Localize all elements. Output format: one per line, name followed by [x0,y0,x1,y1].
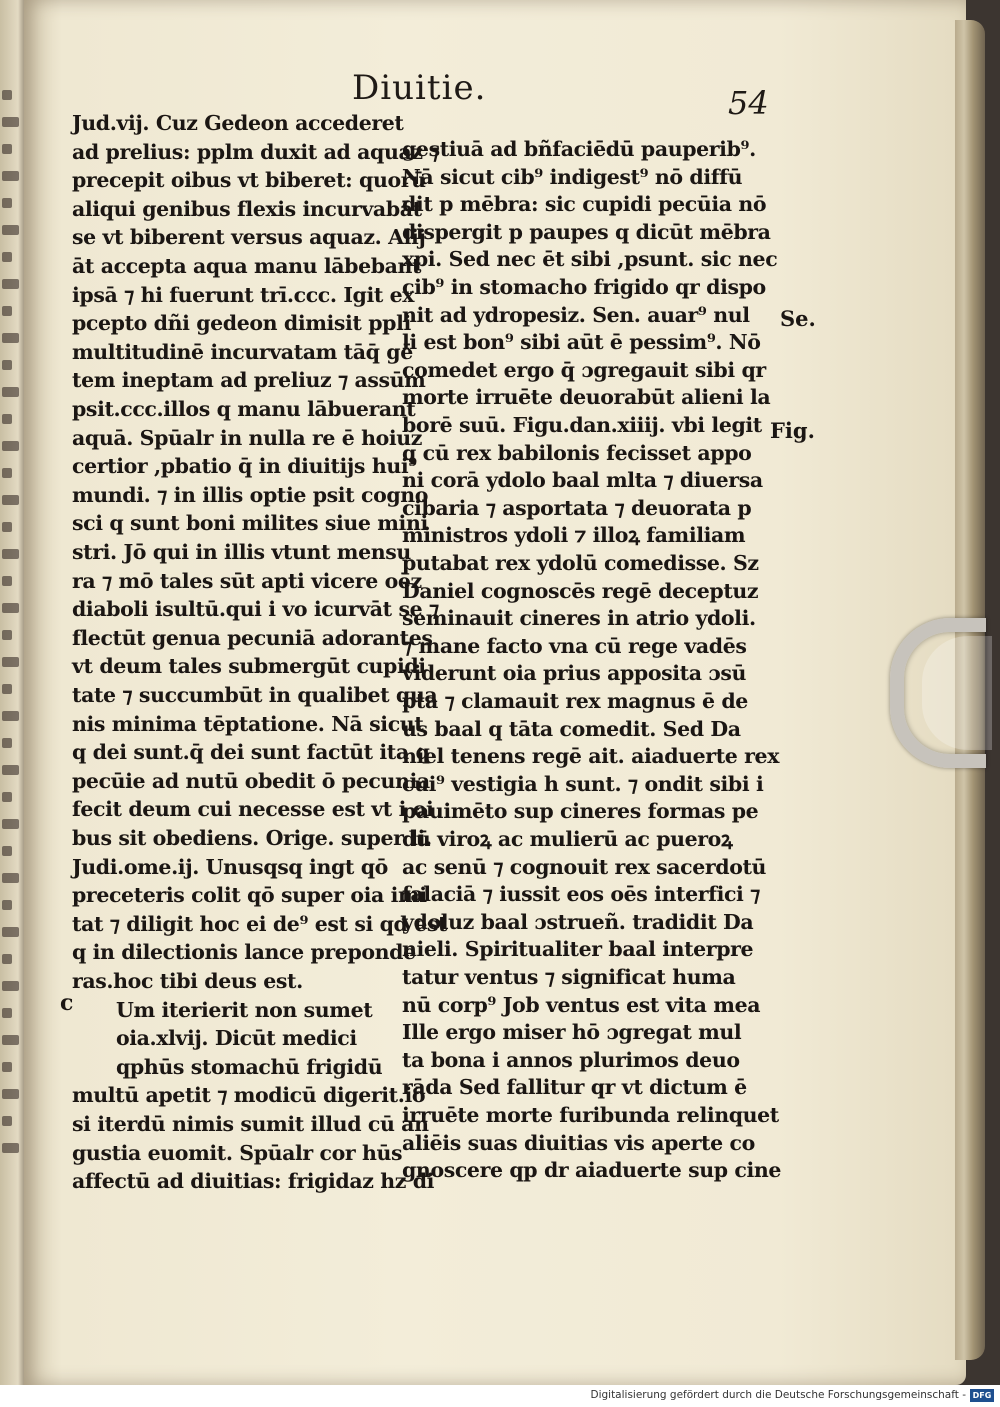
text-line: pcepto dñi gedeon dimisit ppli [72,311,411,336]
facing-page-text-fragment [2,225,19,235]
text-line: nieli. Spiritualiter baal interpre [402,937,754,962]
text-line: preceteris colit qō super oia imi [72,883,427,908]
running-title: Diuitie. [352,68,487,108]
dfg-logo: DFG [970,1389,994,1402]
text-line: bus sit obediens. Orige. super li. [72,826,432,850]
text-line: ministros ydoli ⁊ illoꝝ familiam [402,523,746,548]
text-line: ta bona i annos plurimos deuo [402,1047,740,1072]
facing-page-text-fragment [2,252,12,262]
text-line: q cū rex babilonis fecisset appo [402,440,752,465]
text-line: q in dilectionis lance preponde [72,940,416,965]
text-line: dispergit p paupes q dicūt mēbra [402,219,771,244]
right-column [402,136,782,1196]
text-line: certior ,pbatio q̄ in diuitijs hui⁹ [72,454,417,479]
margin-note-fig: Fig. [770,418,815,443]
facing-page-text-fragment [2,306,12,316]
facing-page-text-fragment [2,684,12,694]
facing-page-text-fragment [2,360,12,370]
page-number: 54 [728,84,769,122]
metal-clip [890,618,986,768]
text-line: dit p mēbra: sic cupidi pecūia nō [402,192,767,217]
text-line: viderunt oia prius apposita ɔsū [402,661,747,686]
facing-page-text-fragment [2,1143,19,1153]
text-line: cui⁹ vestigia h sunt. ⁊ ondit sibi i [402,771,764,796]
text-line: gustia euomit. Spūalr cor hūs [72,1140,403,1165]
text-line: ydoluz baal ɔstrueñ. tradidit Da [402,909,754,934]
text-line: niel tenens regē ait. aiaduerte rex [402,744,780,769]
left-column [72,110,448,1200]
facing-page-text-fragment [2,522,12,532]
text-line: rāda Sed fallitur qr vt dictum ē [402,1075,747,1100]
facing-page-text-fragment [2,738,12,748]
facing-page-text-fragment [2,171,19,181]
text-line: ipsā ⁊ hi fuerunt trī.ccc. Igit ex [72,282,415,307]
text-line: Jud.vij. Cuz Gedeon accederet [72,111,404,135]
facing-page-text-fragment [2,468,12,478]
text-line: borē suū. Figu.dan.xiiij. vbi legit [402,413,762,437]
text-line: ras.hoc tibi deus est. [72,969,303,993]
text-line: aquā. Spūalr in nulla re ē hoiuz [72,425,423,450]
facing-page-text-fragment [2,333,19,343]
facing-page-text-fragment [2,603,19,613]
text-line: qphūs stomachū frigidū [116,1054,383,1079]
text-line: pta ⁊ clamauit rex magnus ē de [402,689,748,713]
text-line: affectū ad diuitias: frigidaz hz di [72,1169,435,1194]
facing-page-text-fragment [2,1089,19,1099]
facing-page-text-fragment [2,873,19,883]
facing-page-text-fragment [2,1062,12,1072]
funding-credit: Digitalisierung gefördert durch die Deutsche Forschungsgemeinschaft - [590,1389,966,1401]
text-line: mundi. ⁊ in illis optie psit cogno [72,482,429,507]
facing-page-text-fragment [2,819,19,829]
text-line: tate ⁊ succumbūt in qualibet qua [72,683,438,707]
text-line: nit ad ydropesiz. Sen. auar⁹ nul [402,302,750,327]
text-line: ac senū ⁊ cognouit rex sacerdotū [402,854,767,879]
text-line: tatur ventus ⁊ significat huma [402,965,736,989]
text-line: q dei sunt.q̄ dei sunt factūt ita q [72,740,430,765]
footer-bar [0,1385,1000,1407]
facing-page-text-fragment [2,792,12,802]
text-line: Daniel cognoscēs regē deceptuz [402,578,759,603]
facing-page-text-fragment [2,846,12,856]
text-line: si iterdū nimis sumit illud cū an [72,1112,429,1136]
text-line: diaboli isultū.qui i vo icurvāt se ⁊ [72,597,439,622]
text-line: pecūie ad nutū obedit ō pecunia [72,768,430,793]
text-line: aliqui genibus flexis incurvabāt [72,196,422,221]
facing-page-text-fragment [2,117,19,127]
text-line: precepit oibus vt biberet: quorū [72,168,426,193]
text-line: nis minima tēptatione. Nā sicut [72,711,424,736]
text-line: us baal q tāta comedit. Sed Da [402,716,741,741]
facing-page-text-fragment [2,954,12,964]
facing-page-text-fragment [2,495,19,505]
text-line: seminauit cineres in atrio ydoli. [402,606,756,631]
facing-page-text-fragment [2,1008,12,1018]
margin-note-se: Se. [780,306,816,331]
facing-page-text-fragment [2,765,19,775]
text-line: flectūt genua pecuniā adorantes [72,625,433,650]
facing-page-text-fragment [2,90,12,100]
text-line: comedet ergo q̄ ɔgregauit sibi qr [402,357,766,382]
text-line: morte irruēte deuorabūt alieni la [402,385,771,410]
text-line: aliēis suas diuitias vis aperte co [402,1130,755,1155]
text-line: tat ⁊ diligit hoc ei de⁹ est si qd est [72,911,448,936]
text-line: tem ineptam ad preliuz ⁊ assūm [72,368,426,393]
text-line: gestiuā ad bñfaciēdū pauperib⁹. [402,137,756,161]
text-line: ni corā ydolo baal mlta ⁊ diuersa [402,468,763,493]
text-line: āt accepta aqua manu lābebant [72,254,422,278]
facing-page-text-fragment [2,198,12,208]
text-line: Ille ergo miser hō ɔgregat mul [402,1020,742,1045]
text-line: gnoscere qp dr aiaduerte sup cine [402,1158,782,1183]
facing-page-text-fragment [2,1035,19,1045]
facing-page-text-fragment [2,414,12,424]
facing-page-text-fragment [2,657,19,667]
text-line: falaciā ⁊ iussit eos oēs interfici ⁊ [402,882,760,907]
text-line: multū apetit ⁊ modicū digerit.iō [72,1083,426,1108]
text-line: Judi.ome.ij. Unusqsq ingt qō [72,854,388,879]
text-line: li est bon⁹ sibi aūt ē pessim⁹. Nō [402,330,761,355]
text-line: pauimēto sup cineres formas pe [402,799,759,824]
text-line: xpi. Sed nec ēt sibi ,psunt. sic nec [402,247,778,272]
text-line: putabat rex ydolū comedisse. Sz [402,551,759,575]
facing-page-text-fragment [2,630,12,640]
facing-page-text-fragment [2,576,12,586]
initial-letter: c [60,990,74,1016]
text-line: irruēte morte furibunda relinquet [402,1103,779,1127]
facing-page-text-fragment [2,927,19,937]
text-line: Nā sicut cib⁹ indigest⁹ nō diffū [402,164,743,189]
text-line: multitudinē incurvatam tāq̄ gē [72,339,413,364]
text-line: se vt biberent versus aquaz. Alij [72,225,426,250]
text-line: fecit deum cui necesse est vt i oi [72,797,434,822]
text-line: nū corp⁹ Job ventus est vita mea [402,992,761,1017]
text-line: ⁊ mane facto vna cū rege vadēs [402,633,747,658]
facing-page-text-fragment [2,981,19,991]
text-line: oia.xlvij. Dicūt medici [116,1026,357,1051]
facing-page-text-fragment [2,1116,12,1126]
text-line: stri. Jō qui in illis vtunt mensu [72,540,411,564]
facing-page-text-fragment [2,549,19,559]
text-line: cib⁹ in stomacho frigido qr dispo [402,275,766,299]
facing-page-text-fragment [2,144,12,154]
facing-page-text-fragment [2,441,19,451]
text-line: Um iterierit non sumet [116,997,373,1022]
text-line: dū viroꝝ ac mulierū ac pueroꝝ [402,827,733,851]
text-line: psit.ccc.illos q manu lābuerant [72,397,416,421]
facing-page-text-fragment [2,711,19,721]
facing-page-text-fragment [2,279,19,289]
text-line: ad prelius: pplm duxit ad aquaz ⁊ [72,139,440,164]
facing-page-text-fragment [2,387,19,397]
text-line: sci q sunt boni milites siue mini [72,511,428,536]
text-line: vt deum tales submergūt cupidi [72,654,426,679]
text-line: ra ⁊ mō tales sūt apti vicere oēz [72,568,422,593]
text-line: cibaria ⁊ asportata ⁊ deuorata p [402,495,752,520]
facing-page-text-fragment [2,900,12,910]
